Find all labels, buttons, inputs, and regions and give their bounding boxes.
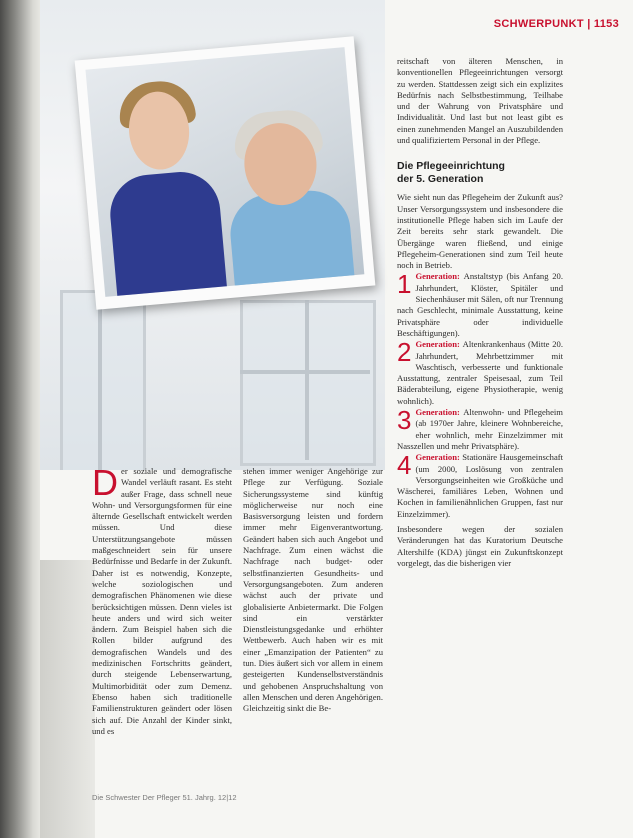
generation-label: Generation:	[415, 339, 463, 350]
photo-nurse-and-senior	[75, 36, 376, 309]
generation-number: 4	[397, 450, 412, 481]
generation-text: Stationäre Hausgemeinschaft (um 2000, Loslösung von zentralen Versorgungseinheiten wie Großküche und Wäscherei, familiäres Leben, Wohnen und Kochen in familienähnlichen Gruppen, fast nur Einzelzimmer).	[397, 452, 564, 519]
generation-item	[397, 339, 563, 407]
generation-item	[397, 271, 563, 339]
subheading-line-2: der 5. Generation	[397, 173, 484, 186]
column-3-lead: Wie sieht nun das Pflegeheim der Zukunft aus? Unser Versorgungssystem und insbesondere die institutionelle Pflege haben sich im Laufe der Zeit bereits sehr stark gewandelt. Die Übergänge waren fließend, und einige Pflegeheim-Generationen sind zum Teil heute noch in Betrieb.	[397, 192, 563, 271]
subheading	[397, 160, 563, 186]
article-column-1	[92, 462, 232, 737]
generation-label: Generation:	[415, 271, 464, 282]
article-column-3	[397, 56, 563, 569]
window-pane	[60, 290, 146, 470]
subheading-line-1: Die Pflegeeinrichtung	[397, 160, 505, 173]
generation-number: 3	[397, 405, 412, 436]
generation-list	[397, 271, 563, 520]
window-mullion	[305, 300, 309, 460]
section-header: SCHWERPUNKT | 1153	[493, 18, 619, 30]
column-2-text: stehen immer weniger Angehörige zur Pflege zur Verfügung. Soziale Sicherungssysteme sind künftig möglicherweise nur noch eine Basisversorgung leisten und fordern immer mehr Eigenverantwortung. Geändert haben sich auch Angebot und Nachfrage. Zum einen wächst die Nachfrage nach budget- oder selbstfinanzierten Gesundheits- und Versorgungsangeboten. Zum anderen wächst auch der private und globalisierte Anbietermarkt. Die Folgen sind ein verstärkter Dienstleistungsgedanke und erhöhter Wettbewerb. Auch haben wir es mit einer „Emanzipation der Patienten“ zu tun. Dies äußert sich vor allem in einem gesteigerten Kundenselbstverständnis und gehobenen Anspruchshaltung von allen Menschen und deren Angehörigen. Gleichzeitig sinkt die Be-	[243, 466, 383, 714]
generation-label: Generation:	[415, 407, 464, 418]
generation-number: 2	[397, 337, 412, 368]
column-1-text: er soziale und demografische Wandel verläuft rasant. Es steht außer Frage, dass schnell neue Wohn- und Versorgungsformen für eine älternde Gesellschaft entwickelt werden müssen. Und diese Unterstützungsangebote müssen maßgeschneidert sein für unsere Bedürfnisse und Bedarfe in der Zukunft. Daher ist es notwendig, Konzepte, welche soziologischen und demografischen Phänomenen wie diese berücksichtigen müssen. Denn vieles ist heute anders und wird sich weiter ändern. Zum Beispiel haben sich die Rollen bilder aufgrund des demografischen Wandels und des medizinischen Fortschritts geändert, durch steigende Lebenserwartung, Multimorbidität oder zum Demenz. Ebenso haben sich traditionelle Familienstrukturen geändert oder lösen sich auf. Die Anzahl der Kinder sinkt, und es	[92, 466, 232, 736]
generation-text: Altenwohn- und Pflegeheim (ab 1970er Jahre, kleinere Wohnbereiche, eher wohnlich, mehr Einzelzimmer mit Nasszellen und mehr Privatsphäre).	[397, 407, 563, 451]
generation-number: 1	[397, 269, 412, 300]
column-3-intro: reitschaft von älteren Menschen, in konventionellen Pflegeeinrichtungen versorgt zu werden. Stattdessen zeigt sich ein explizites Bedürfnis nach Selbstbestimmung, Teilhabe und der Wahrung von Privatsphäre und Individualität. Und last but not least gibt es einen zunehmenden Mangel an Auszubildenden und qualifiziertem Personal in der Pflege.	[397, 56, 563, 146]
page-footer: Die Schwester Der Pfleger 51. Jahrg. 12|12	[92, 793, 237, 802]
photo-image	[85, 47, 364, 297]
dropcap: D	[92, 462, 118, 503]
generation-item	[397, 452, 563, 520]
senior-figure	[227, 187, 355, 296]
generation-label: Generation:	[415, 452, 463, 463]
page-curl-edge	[0, 0, 44, 838]
generation-item	[397, 407, 563, 452]
article-column-2	[243, 466, 383, 715]
page-shadow	[40, 560, 95, 838]
window-mullion	[240, 370, 370, 374]
generation-text: Altenkrankenhaus (Mitte 20. Jahrhundert, Mehrbettzimmer mit Waschtisch, verbesserte und funktionale Ausstattung, zentraler Speisesaal, zum Teil Bäderabteilung, eigene Physiotherapie, wenig wohnlich).	[397, 339, 563, 406]
nurse-figure	[107, 169, 228, 297]
column-3-outro: Insbesondere wegen der sozialen Veränderungen hat das Kuratorium Deutsche Altershilfe (KDA) jüngst ein Zukunftskonzept vorgelegt, das die bisherigen vier	[397, 523, 563, 568]
generation-text: Anstaltstyp (bis Anfang 20. Jahrhundert, Klöster, Spitäler und Siechenhäuser mit Sälen, oft nur Trennung nach Geschlecht, minimale Ausstattung, keine Privatsphäre oder individuelle Beschäftigungen).	[397, 271, 563, 338]
window-mullion	[98, 290, 102, 470]
